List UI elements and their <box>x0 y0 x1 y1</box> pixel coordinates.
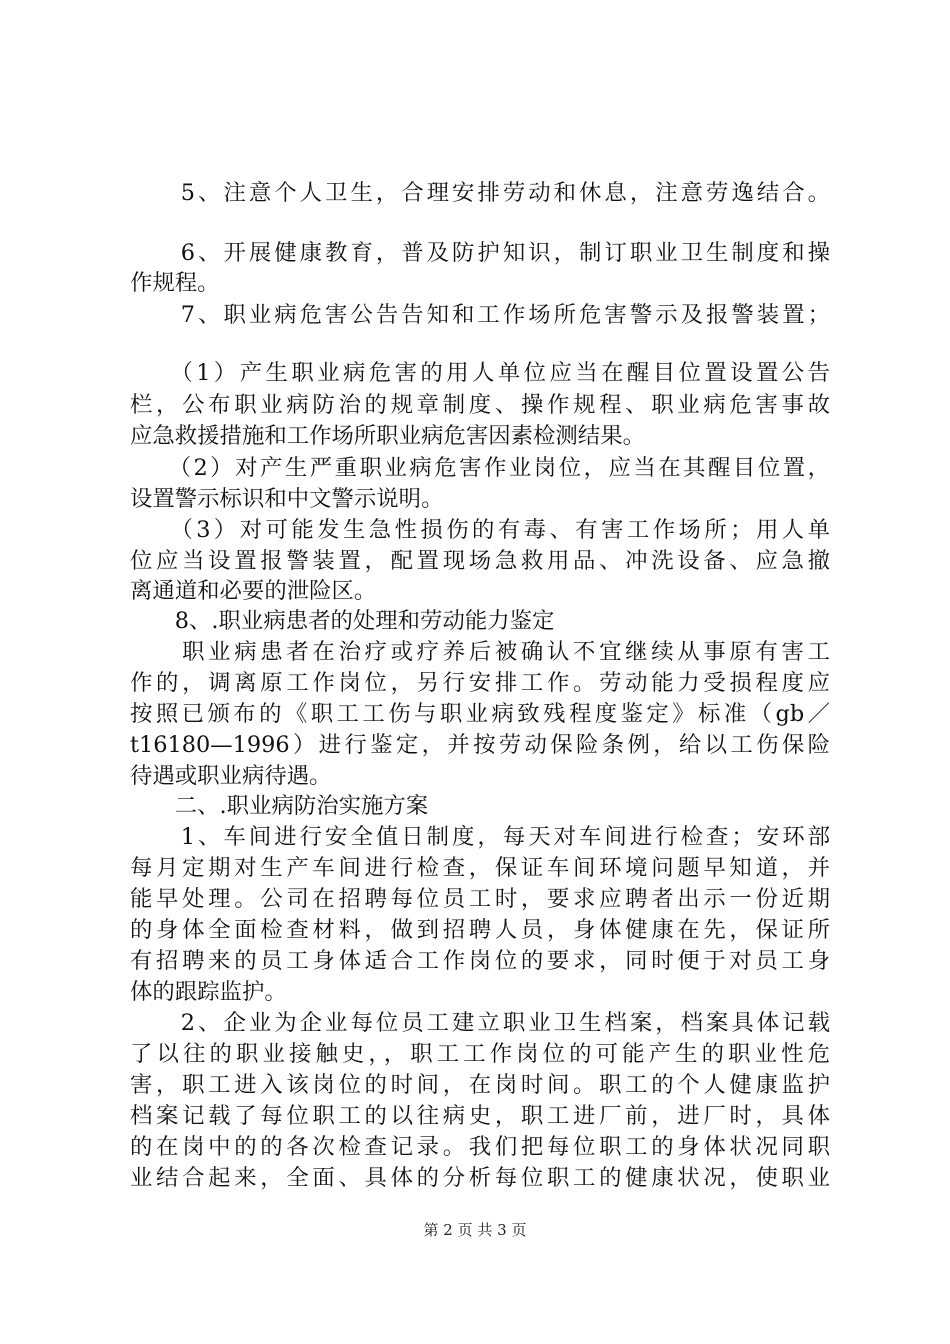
text-line: 档案记载了每位职工的以往病史，职工进厂前，进厂时，具体 <box>130 1103 830 1129</box>
text-line: 按照已颁布的《职工工伤与职业病致残程度鉴定》标准（gb／ <box>130 701 830 727</box>
text-line: 2、企业为企业每位员工建立职业卫生档案，档案具体记载 <box>130 1010 830 1036</box>
text-line: 6、开展健康教育，普及防护知识，制订职业卫生制度和操 <box>130 240 830 266</box>
text-line: 害，职工进入该岗位的时间，在岗时间。职工的个人健康监护 <box>130 1072 830 1098</box>
text-line: 的身体全面检查材料，做到招聘人员，身体健康在先，保证所 <box>130 917 830 943</box>
text-line: 有招聘来的员工身体适合工作岗位的要求，同时便于对员工身 <box>130 948 830 974</box>
text-line: 作规程。 <box>130 270 220 296</box>
text-line: 待遇或职业病待遇。 <box>130 763 332 789</box>
text-line: 设置警示标识和中文警示说明。 <box>130 486 444 512</box>
text-line: 应急救援措施和工作场所职业病危害因素检测结果。 <box>130 423 645 449</box>
text-line: 业结合起来，全面、具体的分析每位职工的健康状况，使职业 <box>130 1165 830 1191</box>
text-line: 作的，调离原工作岗位，另行安排工作。劳动能力受损程度应 <box>130 670 830 696</box>
text-line: 位应当设置报警装置，配置现场急救用品、冲洗设备、应急撤 <box>130 548 830 574</box>
text-line: t16180—1996）进行鉴定，并按劳动保险条例，给以工伤保险 <box>130 732 830 758</box>
text-line: 职业病患者在治疗或疗养后被确认不宜继续从事原有害工 <box>130 639 830 665</box>
text-line: 栏，公布职业病防治的规章制度、操作规程、职业病危害事故 <box>130 392 830 418</box>
text-line: 了以往的职业接触史，，职工工作岗位的可能产生的职业性危 <box>130 1041 830 1067</box>
text-line: 能早处理。公司在招聘每位员工时，要求应聘者出示一份近期 <box>130 886 830 912</box>
text-line: （1）产生职业病危害的用人单位应当在醒目位置设置公告 <box>130 360 830 386</box>
page-number-footer: 第 2 页 共 3 页 <box>423 1221 527 1239</box>
text-line: 的在岗中的的各次检查记录。我们把每位职工的身体状况同职 <box>130 1134 830 1160</box>
text-line: 1、车间进行安全值日制度，每天对车间进行检查；安环部 <box>130 824 830 850</box>
text-line: 体的跟踪监护。 <box>130 979 287 1005</box>
text-line: 离通道和必要的泄险区。 <box>130 578 377 604</box>
text-line: 二、.职业病防治实施方案 <box>130 793 429 819</box>
text-line: 5、注意个人卫生，合理安排劳动和休息，注意劳逸结合。 <box>130 180 830 206</box>
text-line: （2）对产生严重职业病危害作业岗位，应当在其醒目位置， <box>130 455 830 481</box>
text-line: （3）对可能发生急性损伤的有毒、有害工作场所；用人单 <box>130 517 830 543</box>
text-line: 每月定期对生产车间进行检查，保证车间环境问题早知道，并 <box>130 855 830 881</box>
text-line: 8、.职业病患者的处理和劳动能力鉴定 <box>130 608 555 634</box>
text-line: 7、职业病危害公告告知和工作场所危害警示及报警装置； <box>130 302 830 328</box>
